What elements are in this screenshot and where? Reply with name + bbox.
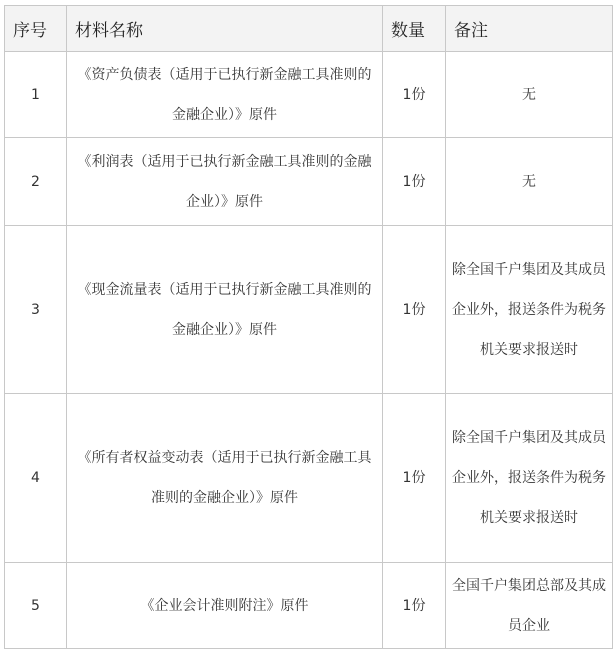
- cell-seq: 3: [5, 226, 67, 394]
- cell-note: 全国千户集团总部及其成员企业: [446, 563, 613, 649]
- cell-qty: 1份: [383, 226, 446, 394]
- cell-qty: 1份: [383, 563, 446, 649]
- cell-qty: 1份: [383, 394, 446, 563]
- cell-note: 除全国千户集团及其成员企业外，报送条件为税务机关要求报送时: [446, 394, 613, 563]
- table-row: [5, 394, 613, 563]
- cell-seq: 2: [5, 138, 67, 226]
- cell-seq: 4: [5, 394, 67, 563]
- cell-name: 《利润表（适用于已执行新金融工具准则的金融企业）》原件: [67, 138, 383, 226]
- cell-note: 无: [446, 138, 613, 226]
- header-qty: 数量: [383, 6, 446, 52]
- cell-qty: 1份: [383, 52, 446, 138]
- cell-note: 除全国千户集团及其成员企业外，报送条件为税务机关要求报送时: [446, 226, 613, 394]
- table-header-row: [5, 6, 613, 52]
- cell-note: 无: [446, 52, 613, 138]
- cell-name: 《所有者权益变动表（适用于已执行新金融工具准则的金融企业）》原件: [67, 394, 383, 563]
- table-row: [5, 563, 613, 649]
- cell-seq: 5: [5, 563, 67, 649]
- cell-name: 《企业会计准则附注》原件: [67, 563, 383, 649]
- header-name: 材料名称: [67, 6, 383, 52]
- cell-name: 《资产负债表（适用于已执行新金融工具准则的金融企业）》原件: [67, 52, 383, 138]
- cell-qty: 1份: [383, 138, 446, 226]
- cell-name: 《现金流量表（适用于已执行新金融工具准则的金融企业）》原件: [67, 226, 383, 394]
- header-seq: 序号: [5, 6, 67, 52]
- header-note: 备注: [446, 6, 613, 52]
- materials-table: [4, 5, 613, 649]
- table-row: [5, 226, 613, 394]
- table-row: [5, 138, 613, 226]
- table-row: [5, 52, 613, 138]
- cell-seq: 1: [5, 52, 67, 138]
